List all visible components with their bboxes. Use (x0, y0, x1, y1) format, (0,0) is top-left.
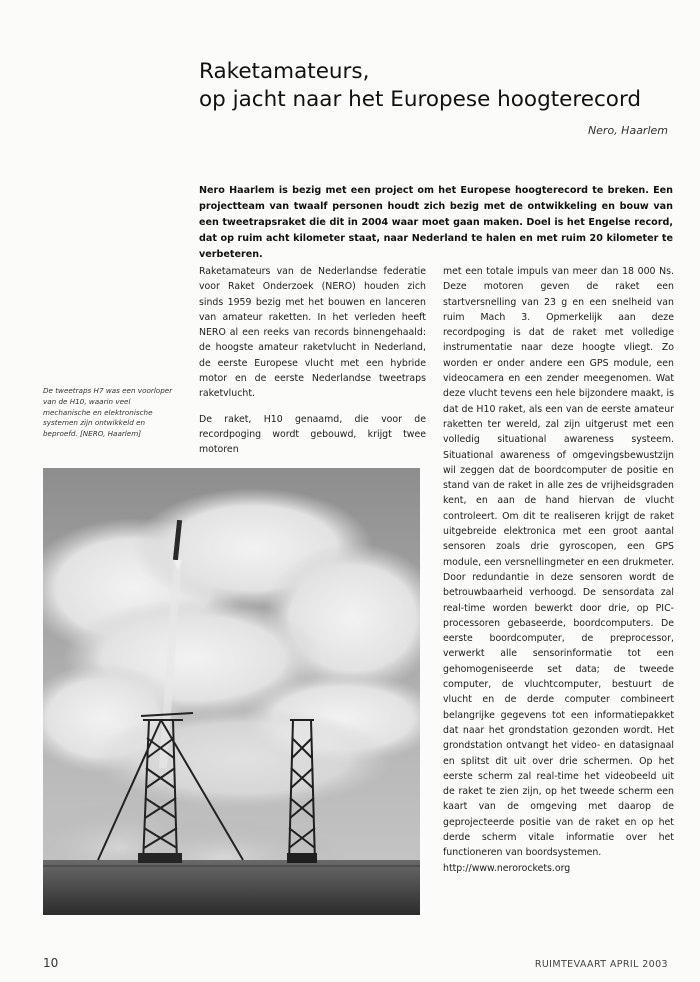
body-column-1 (199, 264, 426, 468)
intro-paragraph: Nero Haarlem is bezig met een project om het Europese hoogterecord te breken. Een projectteam van twaalf personen houdt zich bezig met de ontwikkeling en bouw van een tweetrapsraket die dit in 2004 waar moet gaan maken. Doel is het Engelse record, dat op ruim acht kilometer staat, naar Nederland te halen en met ruim 20 kilometer te verbeteren. (199, 185, 673, 260)
page-number: 10 (43, 956, 59, 970)
body-paragraph-2: De raket, H10 genaamd, die voor de recordpoging wordt gebouwd, krijgt twee motoren (199, 413, 426, 456)
body-paragraph-1: Raketamateurs van de Nederlandse federatie voor Raket Onderzoek (NERO) houden zich sinds 1959 bezig met het bouwen en lanceren van amateur raketten. In het verleden heeft NERO al een reeks van records binnengehaald: de hoogste amateur raketvlucht in Nederland, de eerste Europese vlucht met een hybride motor en de eerste Nederlandse tweetraps raketvlucht. (199, 266, 426, 400)
article-title (199, 58, 669, 114)
title-line-2: op jacht naar het Europese hoogterecord (199, 87, 642, 112)
website-link[interactable]: http://www.nerorockets.org (443, 862, 571, 874)
author-byline: Nero, Haarlem (587, 124, 668, 137)
body-paragraph-3: met een totale impuls van meer dan 18 000 Ns. Deze motoren geven de raket een startversnelling van 23 g en een snelheid van ruim Mach 3. Opmerkelijk aan deze recordpoging is dat de raket met volledige instrumentatie naar deze hoogte vliegt. Zo worden er onder andere een GPS module, een videocamera en een zender meegenomen. Wat deze vlucht tevens een hele bijzondere maakt, is dat de H10 raket, als een van de eerste amateur raketten ter wereld, zal zijn uitgerust met een volledig situational awareness systeem. Situational awareness of omgevingsbewustzijn wil zeggen dat de boordcomputer de positie en stand van de raket in alle zes de vrijheidsgraden kent, en aan de hand hiervan de vlucht controleert. Om dit te realiseren krijgt de raket uitgebreide elektronica met een groot aantal sensoren zoals drie gyroscopen, een GPS module, een versnellingmeter en een drukmeter. Door redundantie in deze sensoren wordt de betrouwbaarheid verhoogd. De sensordata zal real-time worden bewerkt door drie, op PIC-processoren gebaseerde, boordcomputers. De eerste boordcomputer, de preprocessor, verwerkt alle sensorinformatie tot een gehomogeniseerde set data; de tweede computer, de vluchtcomputer, bestuurt de vlucht en de derde computer combineert belangrijke gegevens tot een informatiepakket dat naar het grondstation gezonden wordt. Het grondstation ontvangt het video- en datasignaal en splitst dit uit over drie schermen. Op het eerste scherm zal real-time het videobeeld uit de raket te zien zijn, op het tweede scherm een kaart van de omgeving met daarop de geprojecteerde positie van de raket en op het derde scherm vitale informatie over het functioneren van boordsystemen. (443, 266, 674, 859)
magazine-footer: RUIMTEVAART APRIL 2003 (534, 959, 668, 970)
rocket-launch-photo (43, 468, 420, 915)
title-line-1: Raketamateurs, (199, 59, 370, 84)
photo-caption: De tweetraps H7 was een voorloper van de H10, waarin veel mechanische en elektronische systemen zijn ontwikkeld en beproefd. [NERO, Haarlem] (43, 386, 173, 439)
body-column-2 (443, 264, 674, 876)
